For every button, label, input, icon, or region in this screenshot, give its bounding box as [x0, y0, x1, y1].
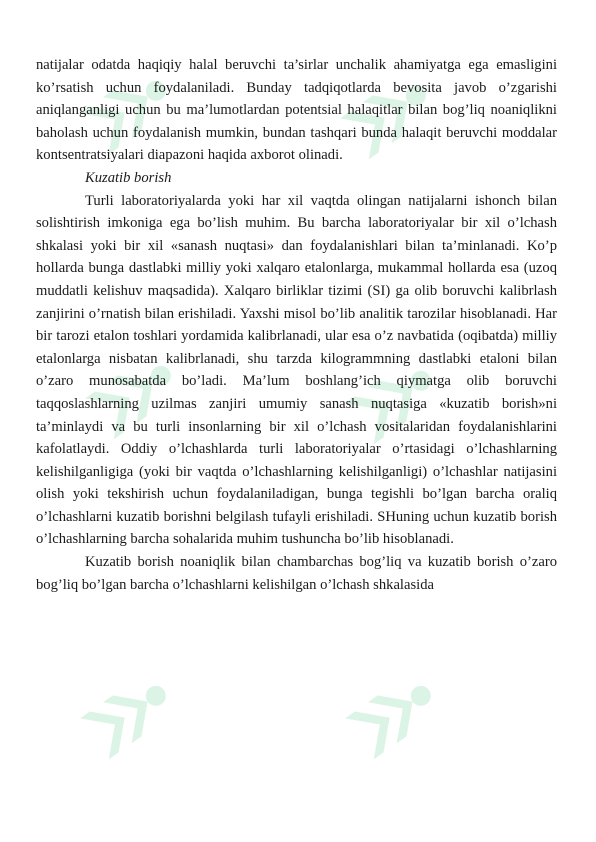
watermark-logo-icon: [70, 660, 190, 780]
paragraph-intro: natijalar odatda haqiqiy halal beruvchi ta’sirlar unchalik ahamiyatga ega emasligini ko’rsatish uchun foydalaniladi. Bunday tadqiqotlarda bevosita javob o’zgarishi aniqlanganligi uchun bu ma’lumotlardan potentsial halaqitlar bilan bog’liq noaniqlikni baholash uchun foydalanish mumkin, bundan tashqari bunda halaqit beruvchi moddalar kontsentratsiyalari diapazoni haqida axborot olinadi.: [36, 57, 557, 164]
paragraph-uncertainty: Kuzatib borish noaniqlik bilan chambarchas bog’liq va kuzatib borish o’zaro bog’liq bo’lgan barcha o’lchashlarni kelishilgan o’lchash shkalasida: [36, 554, 557, 593]
watermark-logo-icon: [335, 660, 455, 780]
document-body: [36, 54, 557, 596]
section-heading: Kuzatib borish: [85, 169, 172, 186]
paragraph-traceability: Turli laboratoriyalarda yoki har xil vaqtda olingan natijalarni ishonch bilan solishtirish imkoniga ega bo’lish muhim. Bu barcha laboratoriyalar bir xil o’lchash shkalasi yoki bir xil «sanash nuqtasi» dan foydalanishlari bilan ta’minlanadi. Ko’p hollarda bunga dastlabki milliy yoki xalqaro etalonlarga, mukammal hollarda esa (uzoq muddatli kelishuv maqsadida). Xalqaro birliklar tizimi (SI) ga olib boruvchi kalibrlash zanjirini o’rnatish bilan erishiladi. Yaxshi misol bo’lib analitik tarozilar hisoblanadi. Har bir tarozi etalon toshlari yordamida kalibrlanadi, ular esa o’z navbatida (oqibatda) milliy etalonlarga nisbatan kalibrlanadi, shu tarzda kilogrammning dastlabki etaloni bilan o’zaro munosabatda bo’ladi. Ma’lum boshlang’ich qiymatga olib boruvchi taqqoslashlarning uzilmas zanjiri umumiy sanash nuqtasiga «kuzatib borish»ni ta’minlaydi va bu turli insonlarning bir xil o’lchash vositalaridan foydalanishlarini kafolatlaydi. Oddiy o’lchashlarda turli laboratoriyalar o’rtasidagi o’lchashlarning kelishilganligiga (yoki bir vaqtda o’lchashlarning kelishilganligi) o’lchashlar natijasini olish yoki tekshirish uchun foydalaniladigan, bunga tegishli bo’lgan barcha oraliq o’lchashlarni kuzatib borishni belgilash tufayli erishiladi. SHuning uchun kuzatib borish o’lchashlarning barcha sohalarida muhim tushuncha bo’lib hisoblanadi.: [36, 192, 557, 548]
